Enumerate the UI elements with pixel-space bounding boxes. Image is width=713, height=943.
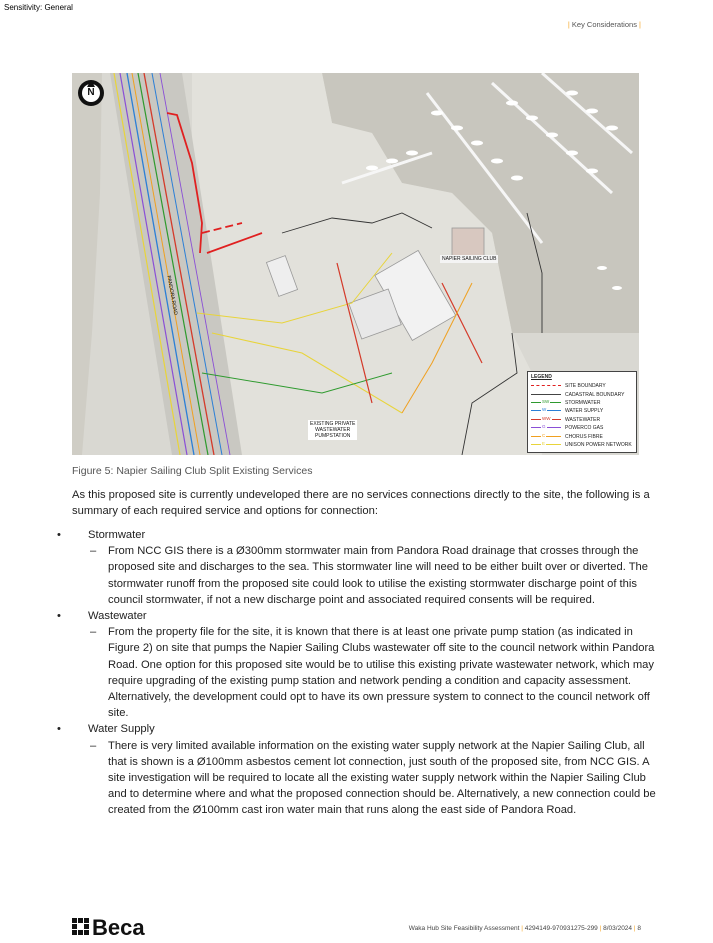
service-title: • Wastewater xyxy=(88,610,147,623)
logo-text: Beca xyxy=(92,915,145,938)
legend-title: LEGEND xyxy=(531,374,552,380)
services-list xyxy=(56,527,656,819)
header-bar-right: | xyxy=(636,20,641,29)
road-label: PANDORA ROAD xyxy=(165,275,179,316)
service-title: • Water Supply xyxy=(88,723,155,736)
legend-label: CHORUS FIBRE xyxy=(565,433,603,440)
north-letter: N xyxy=(87,87,95,98)
legend-code: G xyxy=(542,424,546,430)
legend-swatch xyxy=(531,383,561,389)
legend-code: WW xyxy=(542,415,551,421)
building-club xyxy=(452,228,484,256)
legend-item xyxy=(531,424,633,432)
service-detail xyxy=(90,624,656,721)
header-bar-left: | xyxy=(567,20,572,29)
pump-label-line-3: PUMPSTATION xyxy=(315,433,351,439)
pump-label-line-1: EXISTING PRIVATE xyxy=(310,421,356,427)
service-detail-text: From the property file for the site, it is known that there is at least one private pump station (as indicated in Figure 2) on site that pumps the Napier Sailing Clubs wastewater off site to the council network within Pandora Road. One option for this proposed site would be to utilise this existing private wastewater network, which may require upgrading of the existing pump station and network pending a condition and capacity assessment. Alternatively, the development could opt to have its own pressure system to connect to the council network off site. xyxy=(108,626,655,720)
legend-item xyxy=(531,432,633,440)
dash-marker: – xyxy=(90,626,97,639)
figure-caption: Figure 5: Napier Sailing Club Split Existing Services xyxy=(72,465,313,477)
legend-code: E xyxy=(542,440,546,446)
legend-swatch xyxy=(531,442,561,448)
service-wastewater xyxy=(56,608,656,721)
legend-swatch xyxy=(531,392,561,398)
legend-label: STORMWATER xyxy=(565,399,601,406)
legend-swatch xyxy=(531,434,561,440)
map-legend xyxy=(527,371,637,453)
legend-code: W xyxy=(542,407,547,413)
legend-label: WATER SUPPLY xyxy=(565,408,604,415)
section-header xyxy=(568,20,641,29)
legend-rows xyxy=(531,382,633,449)
footer-doc-ref: 4294149-970931275-299 xyxy=(524,925,598,932)
legend-swatch xyxy=(531,408,561,414)
footer-page-number: 8 xyxy=(637,925,641,932)
footer-doc-title: Waka Hub Site Feasibility Assessment xyxy=(408,925,520,932)
legend-label: SITE BOUNDARY xyxy=(565,383,606,390)
club-label: NAPIER SAILING CLUB xyxy=(442,256,497,262)
dash-marker: – xyxy=(90,545,97,558)
pump-label-line-2: WASTEWATER xyxy=(315,427,351,433)
footer-date: 8/03/2024 xyxy=(603,925,633,932)
legend-code: C xyxy=(542,432,546,438)
footer-info xyxy=(409,925,641,932)
pump-label xyxy=(308,420,357,440)
legend-label: POWERCO GAS xyxy=(565,425,604,432)
legend-item xyxy=(531,441,633,449)
legend-swatch xyxy=(531,425,561,431)
legend-swatch xyxy=(531,417,561,423)
legend-label: CADASTRAL BOUNDARY xyxy=(565,391,625,398)
footer-separator: | xyxy=(521,925,523,932)
legend-code: SW xyxy=(542,398,550,404)
legend-label: UNISON POWER NETWORK xyxy=(565,441,632,448)
legend-swatch xyxy=(531,400,561,406)
dash-marker: – xyxy=(90,739,97,752)
service-detail xyxy=(90,543,656,608)
service-detail-text: There is very limited available information on the existing water supply network at the Napier Sailing Club, all that is shown is a Ø100mm asbestos cement lot connection, just south of the proposed site, from NCC GIS. A site investigation will be required to locate all the existing water supply network within the Napier Sailing Club and to determine where and what the proposed connection should be. Alternatively, a new connection could be created from the Ø100mm cast iron water main that runs along the east side of Pandora Road. xyxy=(108,739,656,817)
service-water-supply xyxy=(56,721,656,818)
sensitivity-label: Sensitivity: General xyxy=(4,3,73,12)
section-title: Key Considerations xyxy=(571,20,637,29)
services-map xyxy=(72,73,639,455)
beca-logo xyxy=(72,914,164,938)
intro-paragraph: As this proposed site is currently undeveloped there are no services connections directly to the site, the following is a summary of each required service and options for connection: xyxy=(72,489,650,517)
service-stormwater xyxy=(56,527,656,608)
footer-separator: | xyxy=(633,925,636,932)
service-detail-text: From NCC GIS there is a Ø300mm stormwater main from Pandora Road drainage that crosses through the proposed site and discharges to the sea. This stormwater line will need to be either built over or diverted. The stormwater runoff from the proposed site could look to utilise the existing stormwater discharge point of this council stormwater, if not a new discharge point and associated required consents will be required. xyxy=(108,545,648,606)
footer-separator: | xyxy=(599,925,602,932)
service-detail xyxy=(90,738,656,819)
legend-label: WASTEWATER xyxy=(565,416,601,423)
legend-item xyxy=(531,382,633,390)
service-title: • Stormwater xyxy=(88,529,146,541)
